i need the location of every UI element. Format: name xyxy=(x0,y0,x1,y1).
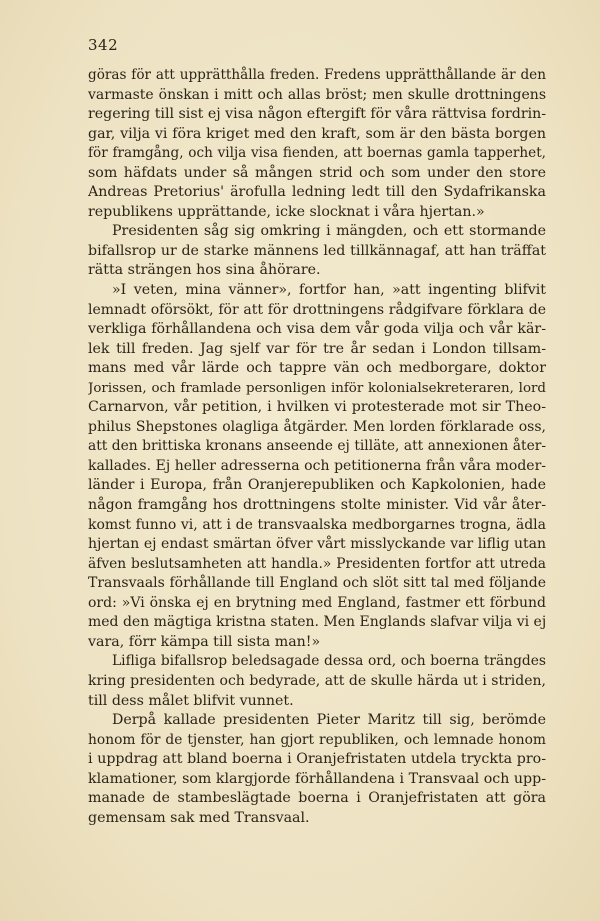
text-line: Presidenten såg sig omkring i mängden, och ett stormande xyxy=(112,223,546,240)
text-line: kring presidenten och bedyrade, att de skulle härda ut i striden, xyxy=(88,672,546,689)
text-line: till dess målet blifvit vunnet. xyxy=(88,692,294,709)
text-line: lemnadt oförsökt, för att för drottningens rådgifvare förklara de xyxy=(88,301,546,318)
text-line: ord: »Vi önska ej en brytning med England, fastmer ett förbund xyxy=(88,594,546,611)
text-line: verkliga förhållandena och visa dem vår goda vilja och vår kär- xyxy=(88,321,546,338)
text-line: philus Shepstones olagliga åtgärder. Men lorden förklarade oss, xyxy=(88,418,546,435)
text-line: hjertan ej endast smärtan öfver vårt misslyckande var liflig utan xyxy=(88,536,546,553)
text-line: honom för de tjenster, han gjort republiken, och lemnade honom xyxy=(88,731,546,748)
text-line: som häfdats under så mången strid och som under den store xyxy=(88,164,546,181)
text-line: Derpå kallade presidenten Pieter Maritz till sig, berömde xyxy=(112,712,546,729)
text-line: Andreas Pretorius' ärofulla ledning ledt till den Sydafrikanska xyxy=(88,184,546,201)
text-line: Lifliga bifallsrop beledsagade dessa ord, och boerna trängdes xyxy=(112,653,546,670)
text-line: manade de stambeslägtade boerna i Oranjefristaten att göra xyxy=(88,790,546,807)
text-line: republikens upprättande, icke slocknat i våra hjertan.» xyxy=(88,203,485,220)
text-line: bifallsrop ur de starke männens led tillkännagaf, att han träffat xyxy=(88,242,546,259)
text-line: vara, förr kämpa till sista man!» xyxy=(88,633,321,650)
text-line: någon framgång hos drottningens stolte minister. Vid vår åter- xyxy=(88,497,546,514)
text-line: med den mägtiga kristna staten. Men Englands slafvar vilja vi ej xyxy=(88,614,546,631)
body-text xyxy=(88,66,546,828)
text-line: varmaste önskan i mitt och allas bröst; men skulle drottningens xyxy=(88,86,546,103)
page-number: 342 xyxy=(88,36,119,54)
text-line: länder i Europa, från Oranjerepubliken och Kapkolonien, hade xyxy=(88,477,546,494)
text-line: mans med vår lärde och tappre vän och medborgare, doktor xyxy=(88,360,546,377)
text-line: rätta strängen hos sina åhörare. xyxy=(88,262,321,279)
text-line: regering till sist ej visa någon eftergift för våra rättvisa fordrin- xyxy=(88,106,546,123)
text-line: göras för att upprätthålla freden. Fredens upprätthållande är den xyxy=(88,67,546,83)
text-line: gar, vilja vi föra kriget med den kraft, som är den bästa borgen xyxy=(88,125,546,142)
text-line: »I veten, mina vänner», fortfor han, »att ingenting blifvit xyxy=(112,282,546,299)
text-line: lek till freden. Jag sjelf var för tre år sedan i London tillsam- xyxy=(88,340,546,357)
text-line: komst funno vi, att i de transvaalska medborgarnes trogna, ädla xyxy=(88,516,546,533)
text-line: klamationer, som klargjorde förhållandena i Transvaal och upp- xyxy=(88,770,546,787)
text-line: äfven beslutsamheten att handla.» Presidenten fortfor att utreda xyxy=(88,555,546,572)
text-line: Jorissen, och framlade personligen inför kolonialsekreteraren, lord xyxy=(88,380,546,396)
text-line: gemensam sak med Transvaal. xyxy=(88,809,310,826)
text-line: Transvaals förhållande till England och slöt sitt tal med följande xyxy=(88,575,546,592)
text-line: kallades. Ej heller adresserna och petitionerna från våra moder- xyxy=(88,457,546,474)
text-line: i uppdrag att bland boerna i Oranjefristaten utdela tryckta pro- xyxy=(88,751,546,768)
text-line: för framgång, och vilja visa fienden, att boernas gamla tapperhet, xyxy=(88,145,546,162)
text-line: att den brittiska kronans anseende ej tilläte, att annexionen åter- xyxy=(88,438,546,455)
text-line: Carnarvon, vår petition, i hvilken vi protesterade mot sir Theo- xyxy=(88,399,546,416)
